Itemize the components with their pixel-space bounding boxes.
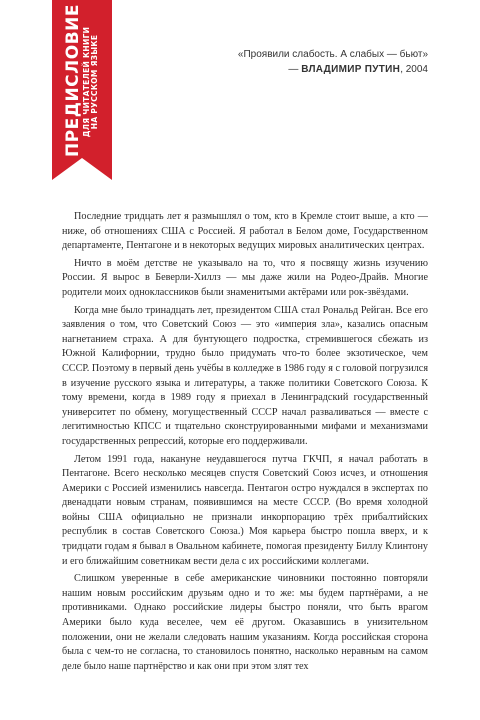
ribbon-subtitle-line1: ДЛЯ ЧИТАТЕЛЕЙ КНИГИ — [82, 26, 92, 138]
paragraph: Летом 1991 года, накануне неудавшегося путча ГКЧП, я начал работать в Пентагоне. Всего несколько месяцев спустя Советский Союз исчез, и отношения Америки с Россией изменились навсегда. Пентагон остро нуждался в экспертах по двенадцати новым странам, появившимся на месте СССР. (Во время холодной войны США официально не признали инкорпорацию трёх прибалтийских республик в состав Советского Союза.) Моя карьера быстро пошла вверх, и к тридцати годам я бывал в Овальном кабинете, помогая президенту Биллу Клинтону и его ближайшим советникам вести дела с их российскими коллегами. — [62, 453, 428, 567]
epigraph-author: ВЛАДИМИР ПУТИН — [301, 63, 401, 75]
epigraph-attribution — [238, 63, 428, 78]
paragraph: Слишком уверенные в себе американские чиновники постоянно повторяли нашим новым российским друзьям одно и то же: мы будем партнёрами, а не противниками. Однако российские лидеры быстро поняли, что быть врагом Америки было куда веселее, чем её другом. Оказавшись в унизительном положении, они не желали следовать нашим указаниям. Когда российская сторона была с чем-то не согласна, то становилось понятно, насколько неравным на самом деле было наше партнёрство и как они при этом злят тех — [62, 573, 428, 672]
epigraph-year: , 2004 — [400, 63, 428, 75]
epigraph-quote: «Проявили слабость. А слабых — бьют» — [237, 49, 428, 60]
body-text — [62, 210, 428, 677]
preface-ribbon — [52, 0, 112, 180]
ribbon-title: ПРЕДИСЛОВИЕ — [63, 3, 84, 157]
ribbon-label — [63, 3, 99, 157]
epigraph — [238, 48, 428, 77]
paragraph: Ничто в моём детстве не указывало на то, что я посвящу жизнь изучению России. Я вырос в Беверли-Хиллз — мы даже жили на Родео-Драйв. Многие родители моих одноклассников были знаменитыми актёрами или рок-звёздами. — [62, 257, 428, 298]
paragraph: Когда мне было тринадцать лет, президентом США стал Рональд Рейган. Все его заявления о том, что Советский Союз — это «империя зла», казались опасным нагнетанием страха. А для бунтующего подростка, стремившегося сбежать из Южной Калифорнии, трудно было придумать что-то более экзотическое, чем СССР. Поэтому в первый день учёбы в колледже в 1986 году я с головой погрузился в изучение русского языка и литературы, а также политики Советского Союза. К тому времени, когда в 1989 году я приехал в Ленинградский государственный университет по обмену, могущественный СССР начал разваливаться — вместе с легитимностью КПСС и тщательно сконструированными мифами и механизмами государственных репрессий, которые его поддерживали. — [62, 304, 428, 447]
paragraph: Последние тридцать лет я размышлял о том, кто в Кремле стоит выше, а кто — ниже, об отношениях США с Россией. Я работал в Белом доме, Государственном департаменте, Пентагоне и в некоторых ведущих мировых аналитических центрах. — [62, 211, 428, 252]
epigraph-dash: — — [288, 63, 302, 75]
ribbon-subtitle-line2: НА РУССКОМ ЯЗЫКЕ — [89, 34, 99, 130]
